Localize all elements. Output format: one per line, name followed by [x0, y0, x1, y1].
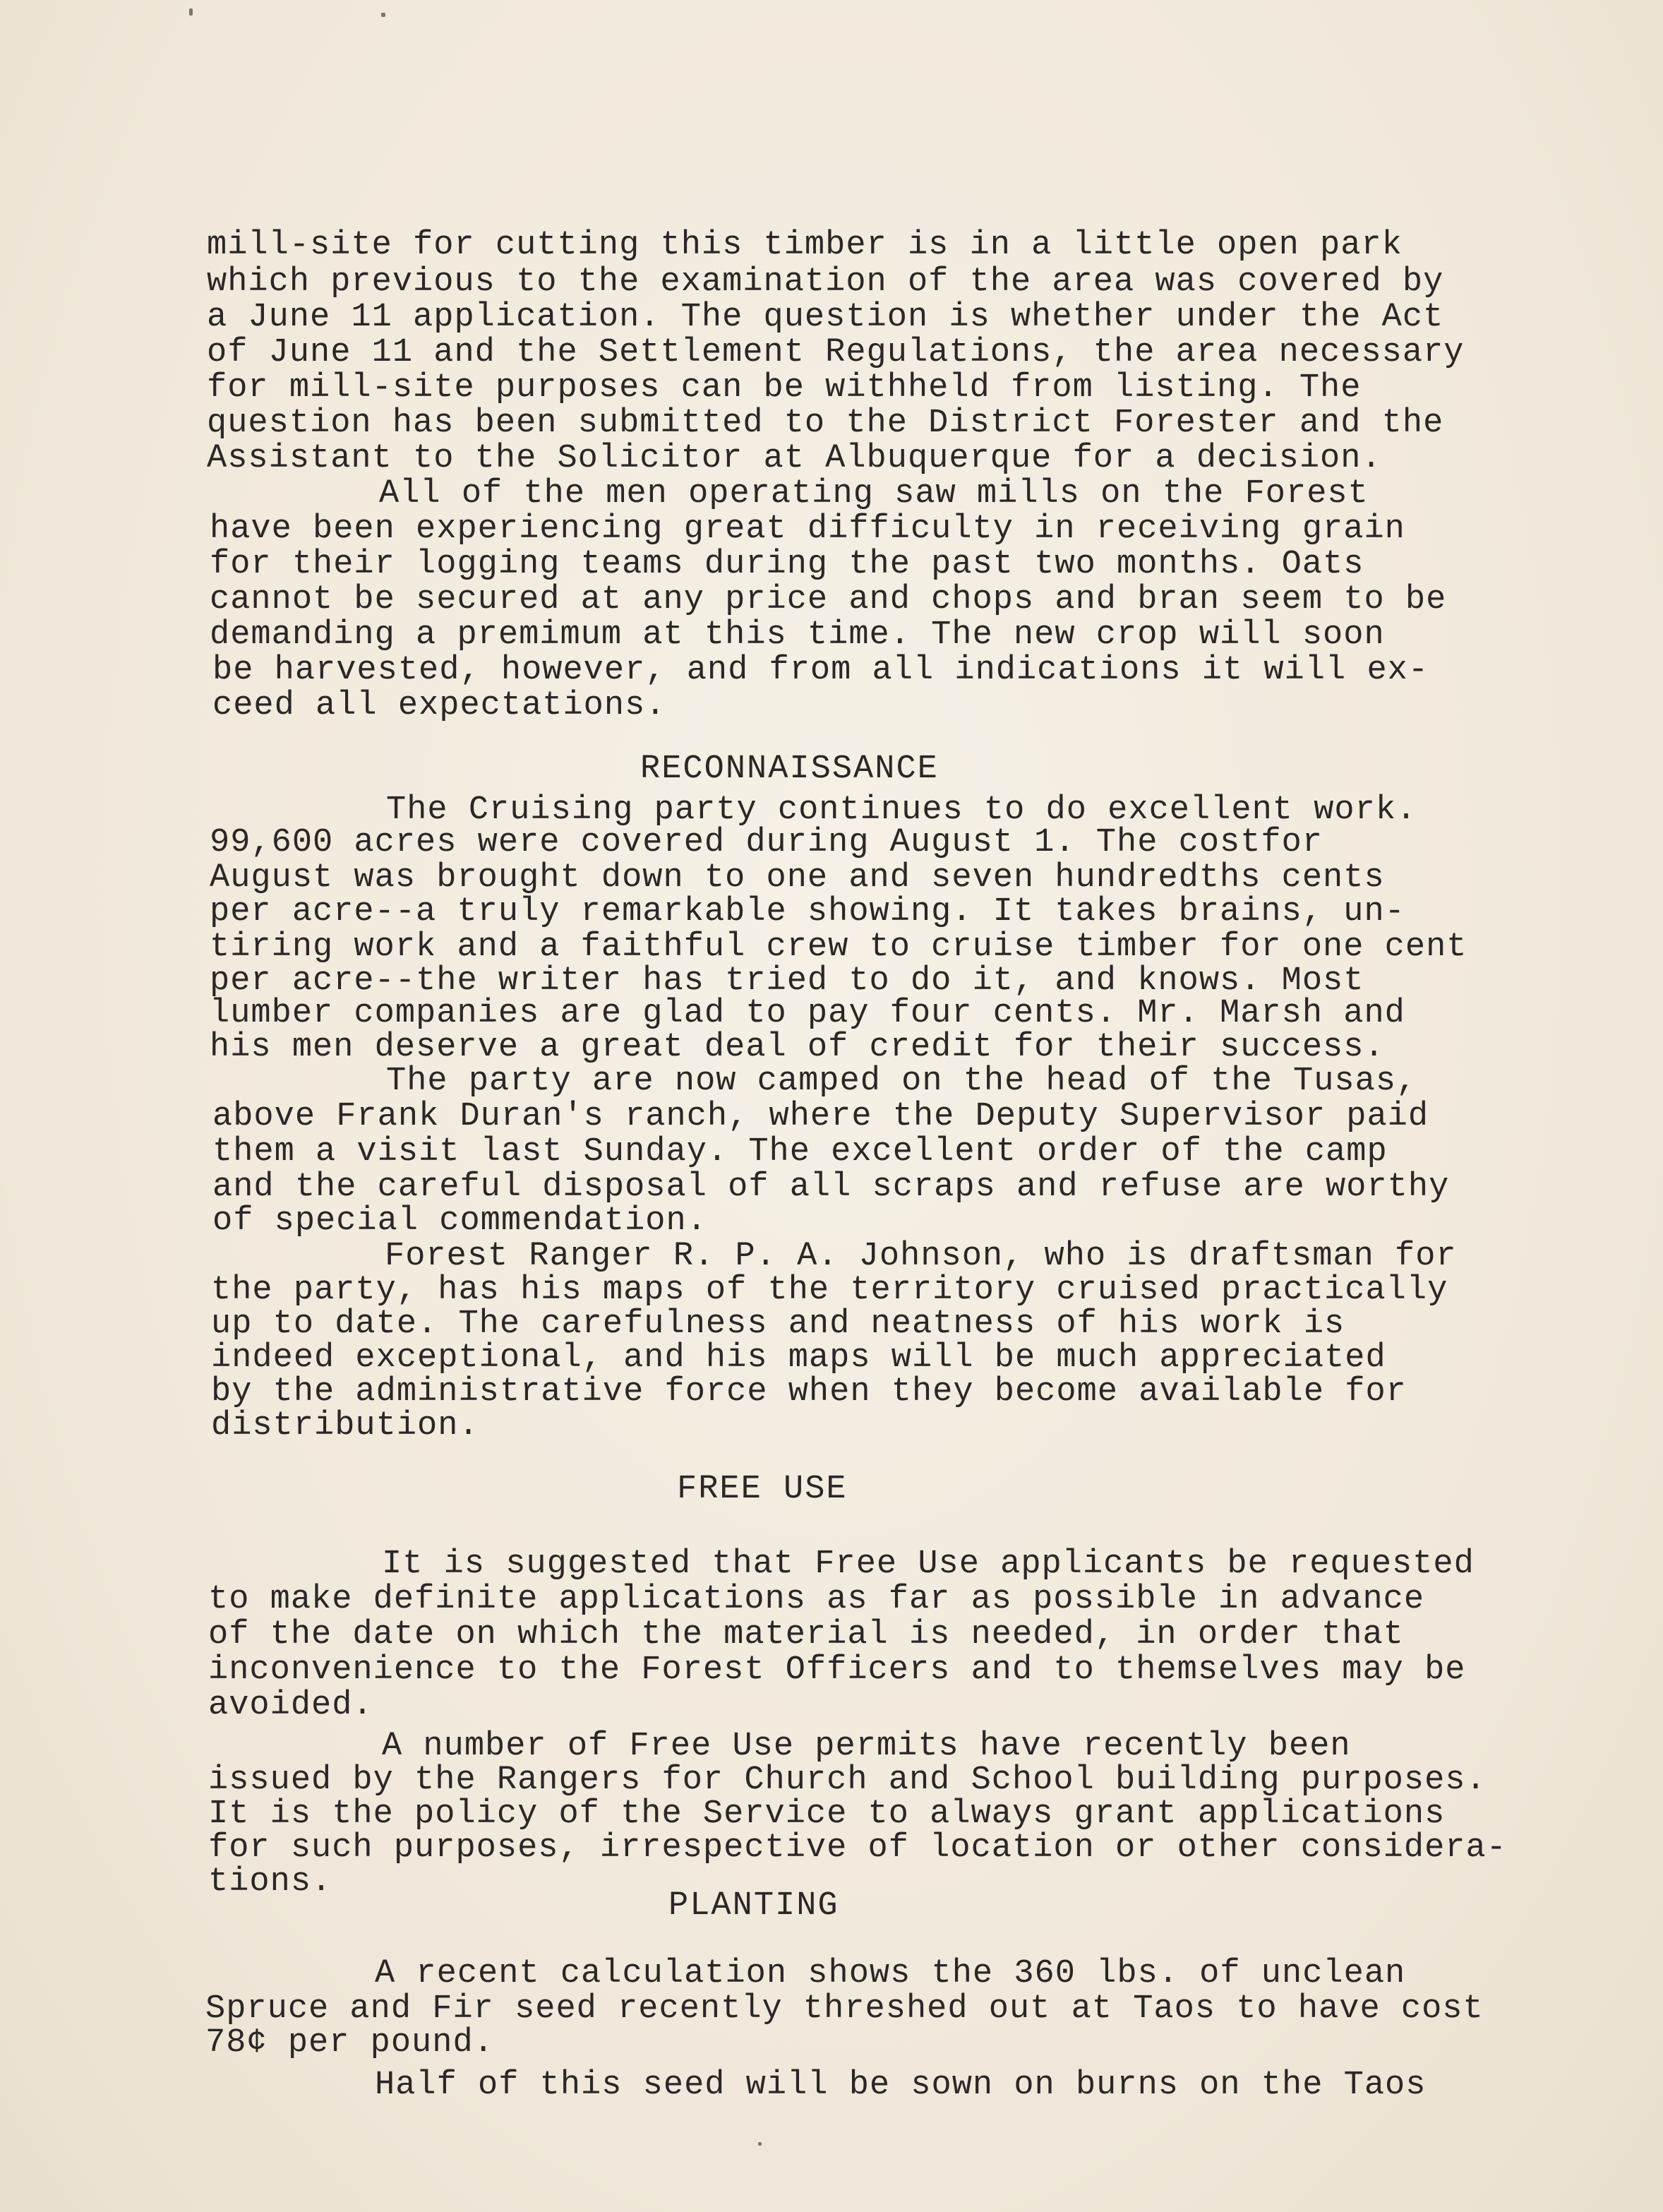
text-line: per acre--a truly remarkable showing. It takes brains, un- — [210, 893, 1405, 931]
text-line: mill-site for cutting this timber is in a little open park — [207, 227, 1403, 264]
text-line: issued by the Rangers for Church and School building purposes. — [208, 1762, 1487, 1799]
text-line: be harvested, however, and from all indications it will ex- — [212, 652, 1429, 689]
text-line: for mill-site purposes can be withheld from listing. The — [207, 369, 1362, 407]
text-line: the party, has his maps of the territory cruised practically — [211, 1272, 1448, 1309]
text-line: demanding a premimum at this time. The new crop will soon — [210, 616, 1385, 654]
text-line: avoided. — [208, 1687, 373, 1724]
text-line: lumber companies are glad to pay four cents. Mr. Marsh and — [210, 995, 1405, 1032]
text-line: have been experiencing great difficulty in receiving grain — [210, 510, 1405, 548]
section-heading-reconnaissance: RECONNAISSANCE — [640, 751, 939, 788]
text-line: them a visit last Sunday. The excellent order of the camp — [212, 1133, 1388, 1171]
text-line: The Cruising party continues to do excellent work. — [386, 791, 1417, 829]
text-line: a June 11 application. The question is whether under the Act — [207, 299, 1444, 336]
text-line: of the date on which the material is needed, in order that — [208, 1616, 1404, 1654]
paper-speck — [189, 8, 193, 16]
text-line: Assistant to the Solicitor at Albuquerque for a decision. — [207, 440, 1382, 477]
text-line: which previous to the examination of the area was covered by — [207, 263, 1444, 301]
text-line: of special commendation. — [212, 1202, 707, 1240]
text-line: cannot be secured at any price and chops and bran seem to be — [210, 581, 1447, 618]
text-line: for such purposes, irrespective of location or other considera- — [208, 1829, 1507, 1867]
text-line: The party are now camped on the head of the Tusas, — [386, 1063, 1417, 1100]
text-line: up to date. The carefulness and neatness of his work is — [211, 1305, 1345, 1343]
paper-speck — [381, 13, 385, 17]
text-line: It is the policy of the Service to always grant applications — [208, 1795, 1446, 1833]
text-line: tiring work and a faithful crew to cruise timber for one cent — [210, 928, 1467, 966]
section-heading-planting: PLANTING — [668, 1887, 839, 1925]
text-line: distribution. — [211, 1407, 479, 1445]
text-line: A recent calculation shows the 360 lbs. of unclean — [375, 1955, 1406, 1992]
text-line: Half of this seed will be sown on burns on the Taos — [375, 2067, 1427, 2104]
text-line: It is suggested that Free Use applicants be requested — [382, 1546, 1475, 1583]
text-line: 78¢ per pound. — [205, 2024, 494, 2062]
text-line: for their logging teams during the past two months. Oats — [210, 546, 1364, 583]
text-line: per acre--the writer has tried to do it, and knows. Most — [210, 962, 1364, 1000]
text-line: August was brought down to one and seven hundredths cents — [210, 859, 1385, 897]
text-line: ceed all expectations. — [212, 687, 666, 724]
text-line: A number of Free Use permits have recently been — [382, 1728, 1351, 1765]
paper-speck — [758, 2142, 762, 2146]
text-line: All of the men operating saw mills on the Forest — [379, 475, 1369, 513]
text-line: indeed exceptional, and his maps will be much appreciated — [211, 1339, 1386, 1377]
text-line: by the administrative force when they become available for — [211, 1373, 1407, 1411]
text-line: 99,600 acres were covered during August 1. The costfor — [210, 824, 1323, 861]
text-line: above Frank Duran's ranch, where the Deputy Supervisor paid — [212, 1098, 1429, 1135]
text-line: his men deserve a great deal of credit for their success. — [210, 1029, 1385, 1066]
section-heading-free-use: FREE USE — [677, 1471, 848, 1508]
text-line: tions. — [208, 1863, 332, 1901]
text-line: question has been submitted to the District Forester and the — [207, 405, 1444, 442]
text-line: and the careful disposal of all scraps and refuse are worthy — [212, 1168, 1450, 1206]
text-line: of June 11 and the Settlement Regulations, the area necessary — [207, 334, 1465, 371]
text-line: to make definite applications as far as possible in advance — [208, 1581, 1425, 1618]
text-line: Spruce and Fir seed recently threshed out at Taos to have cost — [205, 1990, 1484, 2028]
text-line: inconvenience to the Forest Officers and to themselves may be — [208, 1651, 1466, 1689]
text-line: Forest Ranger R. P. A. Johnson, who is draftsman for — [385, 1238, 1457, 1275]
